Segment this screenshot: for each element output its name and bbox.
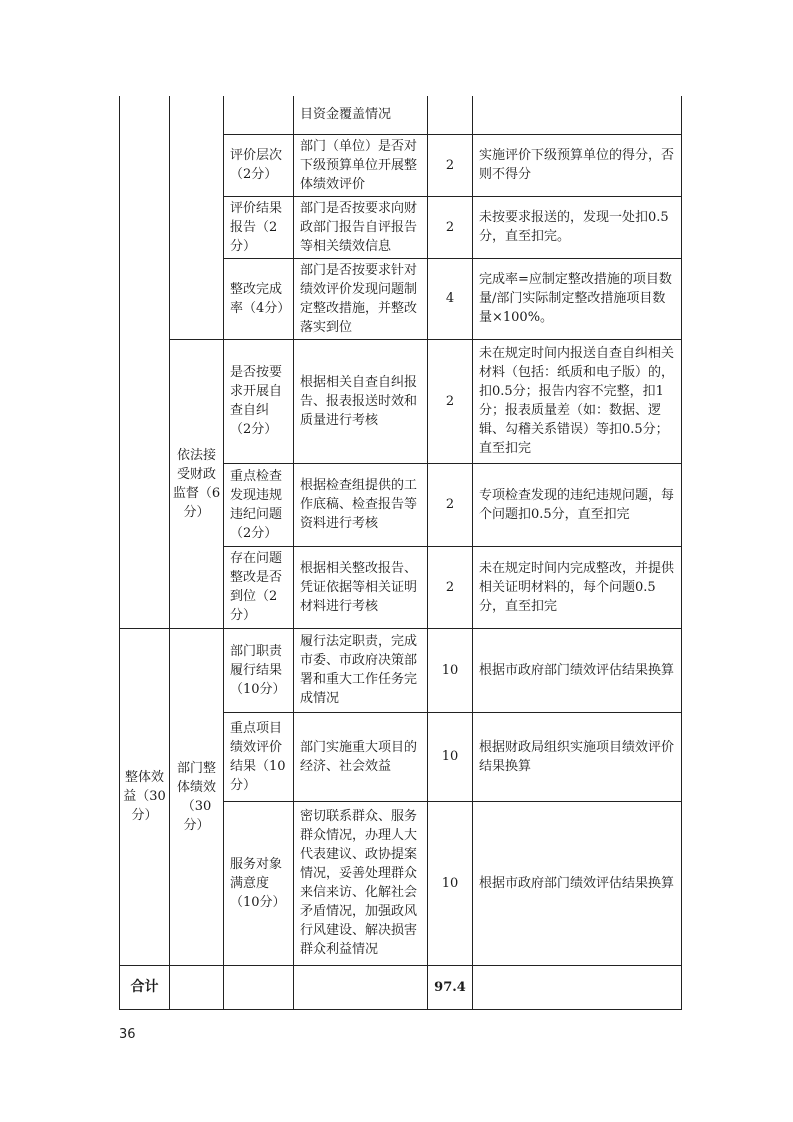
- level1-cell-empty: [120, 96, 170, 628]
- indicator-cell: 评价层次（2分）: [224, 134, 294, 196]
- level1-indicator-cell: 整体效益（30分）: [120, 628, 170, 965]
- empty-cell: [473, 965, 682, 1009]
- indicator-cell: 服务对象满意度（10分）: [224, 801, 294, 965]
- score-cell: 4: [428, 258, 473, 339]
- score-cell: 2: [428, 546, 473, 628]
- rule-cell: 根据市政府部门绩效评估结果换算: [473, 801, 682, 965]
- total-label: 合计: [120, 965, 170, 1009]
- rule-cell: 未按要求报送的，发现一处扣0.5分，直至扣完。: [473, 196, 682, 258]
- description-cell: 根据相关自查自纠报告、报表报送时效和质量进行考核: [294, 339, 428, 463]
- empty-cell: [224, 965, 294, 1009]
- empty-cell: [170, 965, 224, 1009]
- indicator-cell: 评价结果报告（2分）: [224, 196, 294, 258]
- level2-indicator-cell: 依法接受财政监督（6分）: [170, 339, 224, 628]
- indicator-cell: 整改完成率（4分）: [224, 258, 294, 339]
- table-row: [120, 628, 682, 712]
- rule-cell: 完成率=应制定整改措施的项目数量/部门实际制定整改措施项目数量×100%。: [473, 258, 682, 339]
- empty-cell: [294, 965, 428, 1009]
- indicator-cell: 部门职责履行结果（10分）: [224, 628, 294, 712]
- table-row: [120, 96, 682, 134]
- score-cell: 2: [428, 339, 473, 463]
- description-cell: 部门是否按要求向财政部门报告自评报告等相关绩效信息: [294, 196, 428, 258]
- description-cell: 根据检查组提供的工作底稿、检查报告等资料进行考核: [294, 463, 428, 546]
- score-cell: 2: [428, 196, 473, 258]
- description-cell: 部门（单位）是否对下级预算单位开展整体绩效评价: [294, 134, 428, 196]
- total-row: [120, 965, 682, 1009]
- indicator-cell: [224, 96, 294, 134]
- indicator-cell: 是否按要求开展自查自纠（2分）: [224, 339, 294, 463]
- rule-cell: 未在规定时间内完成整改，并提供相关证明材料的，每个问题0.5分，直至扣完: [473, 546, 682, 628]
- evaluation-table: [119, 96, 682, 1010]
- rule-cell: 未在规定时间内报送自查自纠相关材料（包括：纸质和电子版）的，扣0.5分；报告内容不完整，扣1分；报表质量差（如：数据、逻辑、勾稽关系错误）等扣0.5分；直至扣完: [473, 339, 682, 463]
- description-cell: 目资金覆盖情况: [294, 96, 428, 134]
- total-score: 97.4: [428, 965, 473, 1009]
- evaluation-table-wrapper: [119, 96, 682, 1010]
- rule-cell: 根据市政府部门绩效评估结果换算: [473, 628, 682, 712]
- score-cell: 2: [428, 134, 473, 196]
- table-row: [120, 339, 682, 463]
- page-number: 36: [119, 1027, 136, 1042]
- rule-cell: 实施评价下级预算单位的得分，否则不得分: [473, 134, 682, 196]
- score-cell: 2: [428, 463, 473, 546]
- description-cell: 履行法定职责，完成市委、市政府决策部署和重大工作任务完成情况: [294, 628, 428, 712]
- description-cell: 部门实施重大项目的经济、社会效益: [294, 712, 428, 801]
- level2-indicator-cell: 部门整体绩效（30分）: [170, 628, 224, 965]
- rule-cell: [473, 96, 682, 134]
- indicator-cell: 重点检查发现违规违纪问题（2分）: [224, 463, 294, 546]
- indicator-cell: 存在问题整改是否到位（2分）: [224, 546, 294, 628]
- rule-cell: 根据财政局组织实施项目绩效评价结果换算: [473, 712, 682, 801]
- level2-cell-empty: [170, 96, 224, 339]
- score-cell: 10: [428, 801, 473, 965]
- indicator-cell: 重点项目绩效评价结果（10分）: [224, 712, 294, 801]
- description-cell: 部门是否按要求针对绩效评价发现问题制定整改措施，并整改落实到位: [294, 258, 428, 339]
- score-cell: 10: [428, 628, 473, 712]
- description-cell: 根据相关整改报告、凭证依据等相关证明材料进行考核: [294, 546, 428, 628]
- description-cell: 密切联系群众、服务群众情况，办理人大代表建议、政协提案情况，妥善处理群众来信来访、化解社会矛盾情况，加强政风行风建设、解决损害群众利益情况: [294, 801, 428, 965]
- score-cell: 10: [428, 712, 473, 801]
- score-cell: [428, 96, 473, 134]
- rule-cell: 专项检查发现的违纪违规问题，每个问题扣0.5分，直至扣完: [473, 463, 682, 546]
